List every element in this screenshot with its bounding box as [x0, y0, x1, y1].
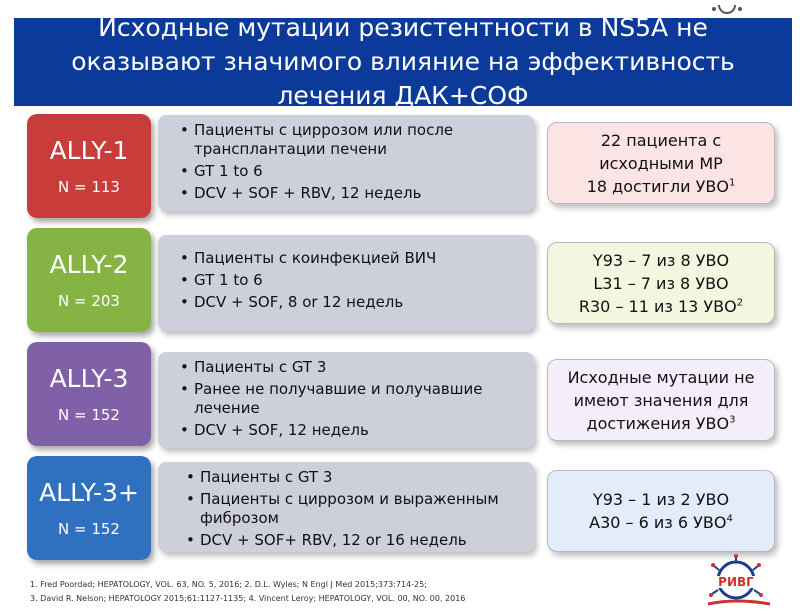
result-line: 18 достигли УВО — [586, 176, 729, 196]
footnote-line: 3. David R. Nelson; HEPATOLOGY 2015;61:1127-1135; 4. Vincent Leroy; HEPATOLOGY, VOL. 00, NO. 00, 2016 — [30, 594, 466, 603]
description-bullet: • Ранее не получавшие и получавшие лечение — [180, 380, 524, 418]
trial-n: N = 113 — [58, 178, 120, 196]
footnote-ref: 3 — [729, 414, 736, 426]
trial-name: ALLY-1 — [49, 136, 129, 165]
footnote-line: 1. Fred Poordad; HEPATOLOGY, VOL. 63, NO. 5, 2016; 2. D.L. Wyles; N Engl J Med 2015;373:714-25; — [30, 580, 427, 589]
trial-name: ALLY-3 — [49, 364, 129, 393]
result-line: Y93 – 7 из 8 УВО — [592, 250, 730, 270]
description-bullet: • DCV + SOF, 12 недель — [180, 421, 524, 440]
trial-result-ally-1 — [547, 122, 775, 204]
result-line: исходными МР — [599, 153, 723, 173]
result-line: A30 – 6 из 6 УВО — [589, 513, 727, 532]
result-line: L31 – 7 из 8 УВО — [593, 273, 729, 293]
description-bullet: • GT 1 to 6 — [180, 162, 524, 181]
description-bullet: • GT 1 to 6 — [180, 271, 524, 290]
trial-n: N = 203 — [58, 292, 120, 310]
rivg-logo — [700, 554, 780, 610]
trial-result-ally-3-plus — [547, 470, 775, 552]
trial-result-ally-3 — [547, 359, 775, 441]
result-line: 22 пациента с — [600, 130, 722, 150]
trial-name: ALLY-2 — [49, 250, 129, 279]
trial-n: N = 152 — [58, 520, 120, 538]
trial-badge-ally-2 — [27, 228, 151, 332]
trial-description-ally-2 — [158, 235, 534, 331]
virus-icon — [704, 0, 750, 10]
result-line: Исходные мутации не — [567, 367, 755, 387]
trial-badge-ally-3 — [27, 342, 151, 446]
description-bullet: • Пациенты с циррозом или после трансплантации печени — [180, 121, 524, 159]
description-bullet: • DCV + SOF+ RBV, 12 or 16 недель — [186, 531, 524, 550]
result-line: Y93 – 1 из 2 УВО — [592, 490, 730, 509]
description-bullet: • Пациенты с коинфекцией ВИЧ — [180, 249, 524, 268]
footnote-ref: 4 — [726, 513, 733, 525]
result-line: R30 – 11 из 13 УВО — [578, 296, 737, 316]
trial-description-ally-3 — [158, 352, 534, 448]
footnote-ref: 1 — [728, 177, 736, 189]
trial-description-ally-3-plus — [158, 462, 534, 552]
trial-n: N = 152 — [58, 406, 120, 424]
trial-name: ALLY-3+ — [39, 478, 139, 507]
description-bullet: • Пациенты с циррозом и выраженным фиброзом — [186, 490, 524, 528]
trial-badge-ally-1 — [27, 114, 151, 218]
footnote-ref: 2 — [736, 297, 744, 309]
trial-result-ally-2 — [547, 242, 775, 324]
trial-badge-ally-3-plus — [27, 456, 151, 560]
description-bullet: • DCV + SOF + RBV, 12 недель — [180, 184, 524, 203]
trial-description-ally-1 — [158, 115, 534, 211]
result-line: достижения УВО — [586, 413, 730, 433]
result-line: имеют значения для — [573, 390, 749, 410]
description-bullet: • Пациенты с GT 3 — [186, 468, 524, 487]
slide-title: Исходные мутации резистентности в NS5A не оказывают значимого влияние на эффективность лечения ДАК+СОФ — [14, 18, 792, 106]
description-bullet: • Пациенты с GT 3 — [180, 358, 524, 377]
logo-text: РИВГ — [718, 575, 754, 589]
description-bullet: • DCV + SOF, 8 or 12 недель — [180, 293, 524, 312]
